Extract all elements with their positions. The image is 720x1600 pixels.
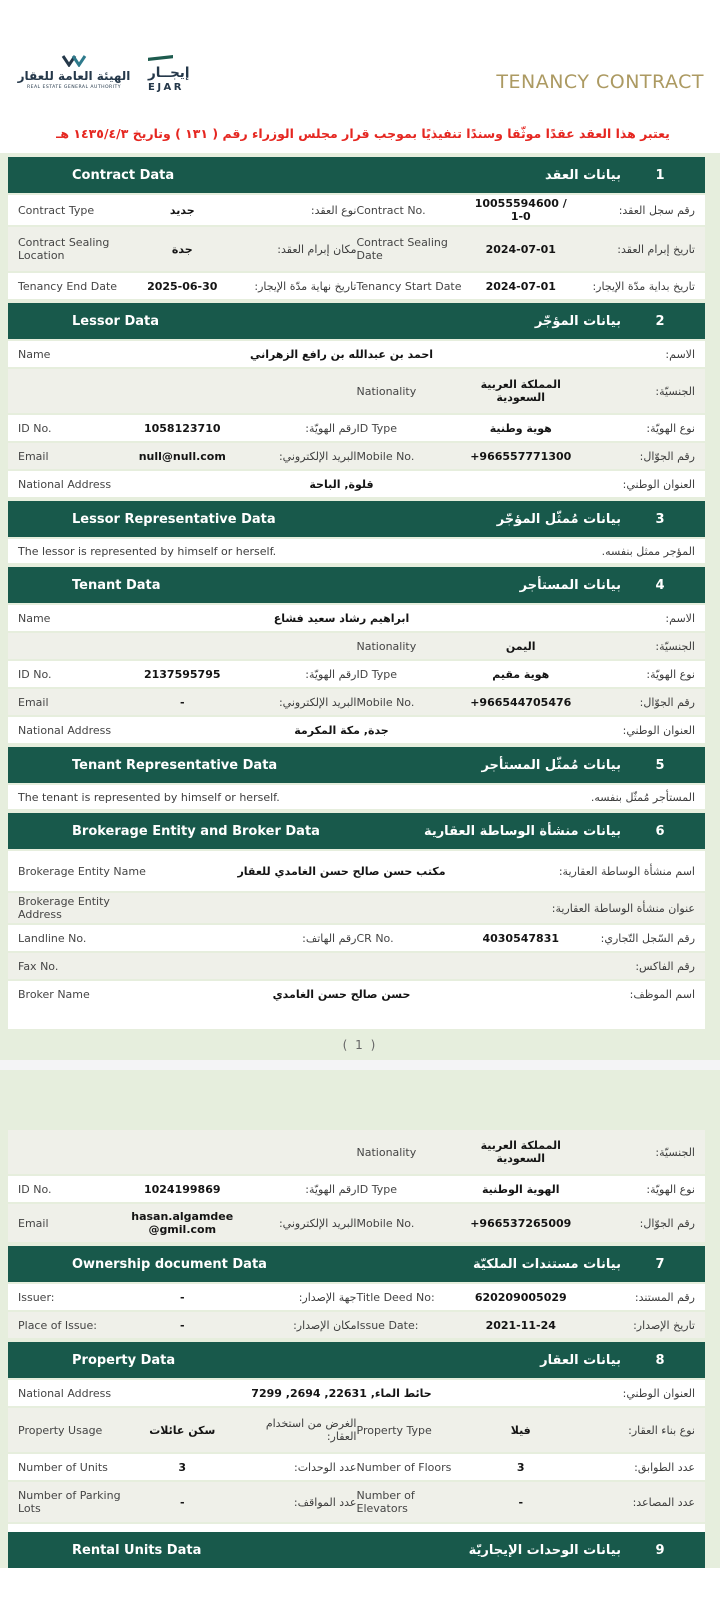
section-number: 1 xyxy=(655,167,665,183)
field-label-en: National Address xyxy=(18,723,112,737)
page-number: ( 1 ) xyxy=(342,1037,378,1052)
field-label-en: National Address xyxy=(18,1386,112,1400)
field-label-ar: عدد الطوابق: xyxy=(634,1460,695,1474)
section-title-en: Ownership document Data xyxy=(72,1256,267,1272)
field-label-en: Contract Sealing Location xyxy=(18,236,110,262)
field-value: +966544705476 xyxy=(470,695,572,709)
field-label-ar: تاريخ الإصدار: xyxy=(633,1318,695,1332)
table-row xyxy=(8,1408,705,1452)
field-label-en: CR No. xyxy=(356,931,394,945)
table-row xyxy=(8,443,705,469)
section-header-contract-data xyxy=(8,157,705,193)
field-value: احمد بن عبدالله بن رافع الزهراني xyxy=(249,347,434,361)
document-header xyxy=(0,40,720,153)
field-label-ar: عدد المواقف: xyxy=(293,1495,357,1509)
truncated-row xyxy=(0,1568,720,1600)
table-row xyxy=(8,1204,705,1242)
section-header-rental-units xyxy=(8,1532,705,1568)
field-label-ar: تاريخ إبرام العقد: xyxy=(617,242,695,256)
field-label-en: Title Deed No: xyxy=(356,1290,435,1304)
field-label-ar: البريد الإلكتروني: xyxy=(278,695,357,709)
field-label-ar: اسم الموظف: xyxy=(629,988,695,1001)
field-label-ar: رقم الجوّال: xyxy=(639,1216,695,1230)
rega-chevron-icon xyxy=(59,54,89,67)
field-label-ar: جهة الإصدار: xyxy=(298,1290,357,1304)
table-row xyxy=(8,1284,705,1310)
section-number: 7 xyxy=(655,1256,665,1272)
table-row xyxy=(8,341,705,367)
field-label-ar: نوع العقد: xyxy=(310,203,357,217)
field-value: جديد xyxy=(169,203,195,217)
field-label-en: Fax No. xyxy=(18,959,59,973)
section-header-ownership-document xyxy=(8,1246,705,1282)
ejar-name-ar: إيجــار xyxy=(148,65,190,81)
field-label-en: Tenancy Start Date xyxy=(356,279,462,293)
section-title-ar: بيانات مستندات الملكيّة xyxy=(473,1256,621,1272)
field-label-en: Property Type xyxy=(356,1423,432,1437)
section-header-lessor-representative xyxy=(8,501,705,537)
field-label-en: Nationality xyxy=(356,1145,417,1159)
field-value: 10055594600 / 1-0 xyxy=(474,197,567,223)
rega-name-en: REAL ESTATE GENERAL AUTHORITY xyxy=(26,85,122,90)
field-label-ar: تاريخ بداية مدّة الإيجار: xyxy=(592,279,695,293)
field-label-en: Email xyxy=(18,1216,49,1230)
field-value: جدة, مكة المكرمة xyxy=(294,723,389,737)
section-title-ar: بيانات مُمثّل المؤجّر xyxy=(496,511,621,527)
field-value: فيلا xyxy=(510,1423,531,1437)
section-header-brokerage-data xyxy=(8,813,705,849)
field-value: مكتب حسن صالح حسن الغامدي للعقار xyxy=(237,864,446,878)
section-title-ar: بيانات الوحدات الإيجاريّة xyxy=(468,1542,621,1558)
field-label-ar: العنوان الوطني: xyxy=(622,723,695,737)
field-label-en: Email xyxy=(18,695,49,709)
table-row xyxy=(8,1380,705,1406)
legal-banner: يعتبر هذا العقد عقدًا موثّقا وسندًا تنفيذيًا بموجب قرار مجلس الوزراء رقم ( ١٣١ ) وتاريخ ١٤٣٥/٤/٣ هـ xyxy=(56,126,670,141)
field-label-en: Contract Type xyxy=(18,203,95,217)
field-value: - xyxy=(179,1290,185,1304)
pre-section-gap xyxy=(8,1524,705,1532)
note-ar: المستأجر مُمثّل بنفسه. xyxy=(590,790,695,804)
field-label-en: Number of Elevators xyxy=(356,1489,415,1515)
pdf-page-2 xyxy=(0,1070,720,1600)
field-label-ar: نوع بناء العقار: xyxy=(628,1423,695,1437)
field-label-ar: نوع الهويّة: xyxy=(646,421,695,435)
table-row xyxy=(8,893,705,923)
field-label-en: Place of Issue: xyxy=(18,1318,97,1332)
field-label-en: Contract No. xyxy=(356,203,426,217)
table-row xyxy=(8,415,705,441)
table-row xyxy=(8,605,705,631)
table-row xyxy=(8,953,705,979)
field-value: - xyxy=(179,695,185,709)
field-label-en: ID Type xyxy=(356,1182,397,1196)
section-title-en: Tenant Data xyxy=(72,577,161,593)
table-row xyxy=(8,273,705,299)
section-number: 8 xyxy=(655,1352,665,1368)
field-value: null@null.com xyxy=(138,449,226,463)
field-label-en: Nationality xyxy=(356,639,417,653)
section-number: 3 xyxy=(655,511,665,527)
field-label-en: Contract Sealing Date xyxy=(356,236,448,262)
representative-note xyxy=(8,785,705,809)
field-label-en: ID No. xyxy=(18,421,52,435)
section-title-en: Property Data xyxy=(72,1352,176,1368)
field-value: ابراهيم رشاد سعيد فشاع xyxy=(273,611,410,625)
top-margin xyxy=(0,0,720,40)
field-label-ar: رقم الهويّة: xyxy=(305,667,357,681)
section-number: 5 xyxy=(655,757,665,773)
field-value: الهوية الوطنية xyxy=(482,1182,560,1196)
field-value: جدة xyxy=(171,242,193,256)
table-row xyxy=(8,369,705,413)
table-row xyxy=(8,851,705,891)
field-label-ar: رقم الفاكس: xyxy=(635,959,695,973)
field-value: اليمن xyxy=(505,639,536,653)
field-label-en: Issuer: xyxy=(18,1290,55,1304)
field-label-ar: الغرض من استخدام العقار: xyxy=(265,1417,357,1443)
section-title-ar: بيانات مُمثّل المستأجر xyxy=(481,757,621,773)
field-label-ar: رقم الجوّال: xyxy=(639,449,695,463)
field-label-ar: نوع الهويّة: xyxy=(646,667,695,681)
table-row xyxy=(8,1176,705,1202)
field-label-en: Tenancy End Date xyxy=(18,279,118,293)
field-value: 3 xyxy=(516,1460,525,1474)
section-title-ar: بيانات منشأة الوساطة العقارية xyxy=(423,823,621,839)
table-row xyxy=(8,1130,705,1174)
field-label-ar: البريد الإلكتروني: xyxy=(278,449,357,463)
ejar-name-en: EJAR xyxy=(148,82,184,93)
section-number: 6 xyxy=(655,823,665,839)
table-row xyxy=(8,661,705,687)
section-title-en: Lessor Data xyxy=(72,313,159,329)
field-label-ar: الاسم: xyxy=(665,611,695,625)
field-value: hasan.algamdee@gmil.com xyxy=(131,1210,234,1236)
field-label-ar: البريد الإلكتروني: xyxy=(278,1216,357,1230)
note-en: The tenant is represented by himself or herself. xyxy=(18,790,280,804)
field-label-ar: رقم المستند: xyxy=(634,1290,695,1304)
table-row xyxy=(8,1312,705,1338)
field-label-ar: العنوان الوطني: xyxy=(622,1386,695,1400)
section9-wrap xyxy=(8,1532,705,1568)
field-label-en: Name xyxy=(18,611,51,625)
section-title-en: Brokerage Entity and Broker Data xyxy=(72,823,320,839)
field-label-ar: عدد الوحدات: xyxy=(293,1460,357,1474)
field-label-ar: رقم السّجل التّجاري: xyxy=(600,931,695,945)
field-label-en: Issue Date: xyxy=(356,1318,419,1332)
field-value: هوية مقيم xyxy=(492,667,550,681)
field-label-ar: رقم الهويّة: xyxy=(305,1182,357,1196)
page2-content xyxy=(8,1128,705,1522)
field-label-ar: الجنسيّة: xyxy=(655,384,695,398)
field-label-en: ID No. xyxy=(18,1182,52,1196)
field-label-en: ID Type xyxy=(356,421,397,435)
table-row xyxy=(8,1482,705,1522)
field-value: - xyxy=(518,1495,524,1509)
field-label-en: National Address xyxy=(18,477,112,491)
table-row xyxy=(8,1454,705,1480)
section-title-ar: بيانات المستأجر xyxy=(519,577,621,593)
table-row xyxy=(8,227,705,271)
page-separator xyxy=(0,1060,720,1070)
field-value: حسن صالح حسن الغامدي xyxy=(272,988,411,1001)
section-title-en: Rental Units Data xyxy=(72,1542,202,1558)
table-row xyxy=(8,689,705,715)
field-value: المملكة العربية السعودية xyxy=(480,1139,561,1165)
field-value: 2137595795 xyxy=(143,667,221,681)
section-number: 9 xyxy=(655,1542,665,1558)
table-row xyxy=(8,633,705,659)
pdf-page-1 xyxy=(0,40,720,1060)
field-value: سكن عائلات xyxy=(149,1423,216,1437)
section-title-ar: بيانات العقد xyxy=(545,167,621,183)
field-label-ar: عنوان منشأة الوساطة العقارية: xyxy=(551,901,695,915)
field-label-en: ID Type xyxy=(356,667,397,681)
field-value: 4030547831 xyxy=(482,931,560,945)
field-label-ar: رقم الهويّة: xyxy=(305,421,357,435)
note-ar: المؤجر ممثل بنفسه. xyxy=(601,544,695,558)
page1-content xyxy=(8,153,705,1029)
table-row xyxy=(8,195,705,225)
field-value: - xyxy=(179,1318,185,1332)
field-value: - xyxy=(179,1495,185,1509)
section-number: 2 xyxy=(655,313,665,329)
field-label-ar: تاريخ نهاية مدّة الإيجار: xyxy=(254,279,357,293)
field-label-en: Mobile No. xyxy=(356,695,415,709)
representative-note xyxy=(8,539,705,563)
section-title-ar: بيانات المؤجّر xyxy=(534,313,621,329)
field-label-ar: اسم منشأة الوساطة العقارية: xyxy=(558,864,695,878)
field-label-en: Mobile No. xyxy=(356,449,415,463)
rega-name-ar: الهيئة العامة للعقار xyxy=(17,69,131,83)
field-label-en: Number of Floors xyxy=(356,1460,452,1474)
ejar-logo xyxy=(148,54,190,93)
field-value: 1058123710 xyxy=(143,421,221,435)
field-value: +966557771300 xyxy=(470,449,572,463)
field-value: 2024-07-01 xyxy=(485,242,556,256)
section-title-en: Lessor Representative Data xyxy=(72,511,276,527)
rega-logo xyxy=(17,54,131,90)
field-label-ar: رقم سجل العقد: xyxy=(618,203,695,217)
field-label-ar: مكان إبرام العقد: xyxy=(277,242,357,256)
table-row xyxy=(8,717,705,743)
field-value: 2024-07-01 xyxy=(485,279,556,293)
field-value: 2021-11-24 xyxy=(485,1318,556,1332)
field-value: المملكة العربية السعودية xyxy=(480,378,561,404)
field-label-ar: العنوان الوطني: xyxy=(622,477,695,491)
field-label-ar: الاسم: xyxy=(665,347,695,361)
field-label-en: ID No. xyxy=(18,667,52,681)
field-value: حائط الماء, 22631, 2694, 7299 xyxy=(251,1386,432,1400)
section-header-tenant-representative xyxy=(8,747,705,783)
section-title-ar: بيانات العقار xyxy=(540,1352,621,1368)
table-row xyxy=(8,471,705,497)
page2-top-margin xyxy=(0,1070,720,1128)
field-label-en: Number of Parking Lots xyxy=(18,1489,121,1515)
field-label-en: Number of Units xyxy=(18,1460,108,1474)
field-value: 620209005029 xyxy=(474,1290,567,1304)
section-number: 4 xyxy=(655,577,665,593)
field-label-en: Mobile No. xyxy=(356,1216,415,1230)
field-value: هوية وطنية xyxy=(489,421,552,435)
section-header-property-data xyxy=(8,1342,705,1378)
field-label-ar: الجنسيّة: xyxy=(655,1145,695,1159)
field-value: +966537265009 xyxy=(470,1216,572,1230)
table-row xyxy=(8,981,705,1029)
document-title: TENANCY CONTRACT xyxy=(496,71,704,93)
ejar-flag-icon xyxy=(148,55,173,61)
section-title-en: Contract Data xyxy=(72,167,175,183)
section-header-tenant-data xyxy=(8,567,705,603)
field-label-en: Nationality xyxy=(356,384,417,398)
field-label-ar: الجنسيّة: xyxy=(655,639,695,653)
field-label-en: Brokerage Entity Name xyxy=(18,864,146,878)
field-label-ar: عدد المصاعد: xyxy=(632,1495,695,1509)
field-label-en: Name xyxy=(18,347,51,361)
field-value: 2025-06-30 xyxy=(147,279,218,293)
table-row xyxy=(8,925,705,951)
section-title-en: Tenant Representative Data xyxy=(72,757,278,773)
field-value: 1024199869 xyxy=(143,1182,221,1196)
field-label-en: Property Usage xyxy=(18,1423,103,1437)
field-label-en: Broker Name xyxy=(18,988,90,1001)
field-value: قلوة, الباحة xyxy=(309,477,374,491)
field-label-en: Brokerage Entity Address xyxy=(18,895,110,921)
field-label-ar: رقم الجوّال: xyxy=(639,695,695,709)
field-label-ar: رقم الهاتف: xyxy=(302,931,357,945)
field-label-en: Landline No. xyxy=(18,931,87,945)
note-en: The lessor is represented by himself or herself. xyxy=(18,544,277,558)
field-label-ar: نوع الهويّة: xyxy=(646,1182,695,1196)
field-label-ar: مكان الإصدار: xyxy=(293,1318,357,1332)
field-label-en: Email xyxy=(18,449,49,463)
field-value: 3 xyxy=(178,1460,187,1474)
section-header-lessor-data xyxy=(8,303,705,339)
